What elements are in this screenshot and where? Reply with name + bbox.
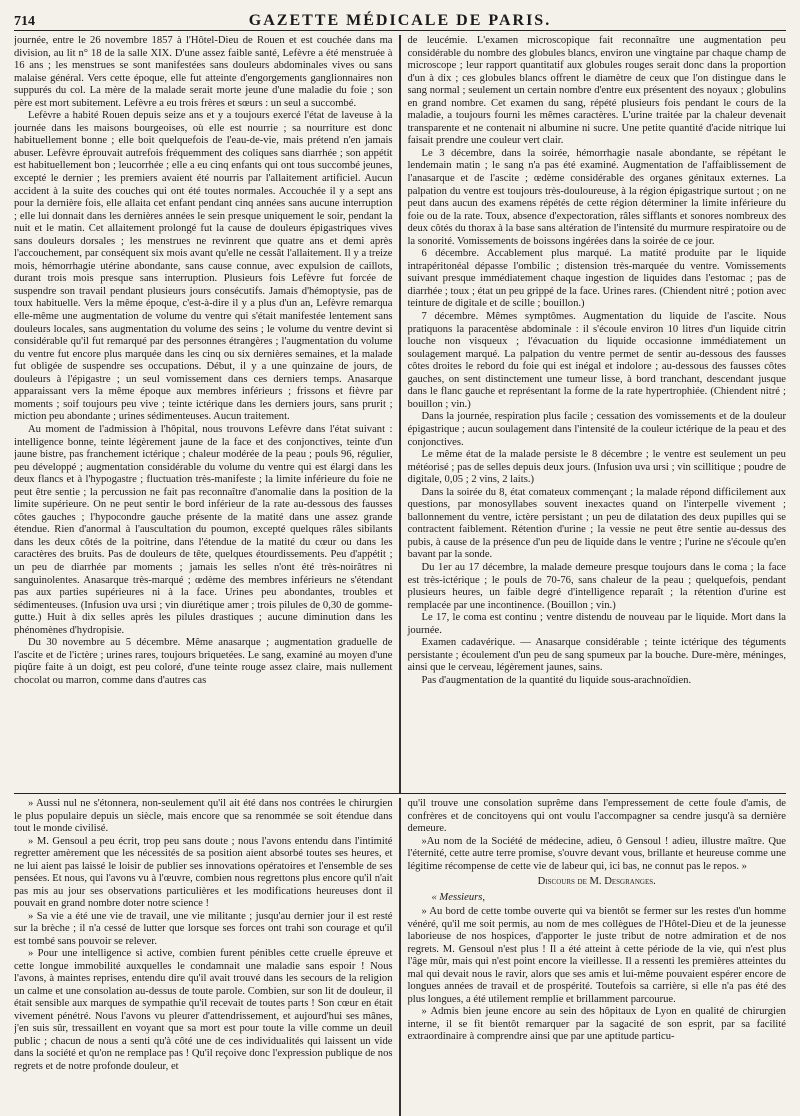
paragraph: Dans la soirée du 8, état comateux commençant ; la malade répond difficilement aux questions, par monosyllabes souvent inexactes quand on l'interpelle vivement ; ballonnement du ventre, ictère persistant ; un peu de dilatation des deux pupilles qui se contractent faiblement. Rétention d'urine ; la vessie ne peut être sentie au-dessus des pubis, à cause de la présence d'un peu de liquide dans le ventre ; l'urine ne s'écoule qu'en bavant par la sonde. (407, 486, 786, 561)
salutation: « Messieurs, (431, 891, 486, 903)
page-number: 714 (14, 14, 35, 29)
paragraph: Du 1er au 17 décembre, la malade demeure presque toujours dans le coma ; la face est très-ictérique ; le pouls de 70-76, sans chaleur de la peau ; quelquefois, pendant plusieurs heures, un faible degré d'intelligence reparaît ; la rétention d'urine est remplacée par une incontinence. (Bouillon ; vin.) (407, 561, 786, 611)
paragraph: Le 17, le coma est continu ; ventre distendu de nouveau par le liquide. Mort dans la journée. (407, 612, 786, 636)
paragraph: » Au bord de cette tombe ouverte qui va bientôt se fermer sur les restes d'un homme vénéré, qu'il me soit permis, au nom de mes collègues de l'Hôtel-Dieu et de la jeunesse laborieuse de nos hospices, d'apporter le juste tribut de notre admiration et de nos regrets. M. Gensoul n'est plus ! Il a été atteint à cette période de la vie, qui n'est plus l'âge mûr, mais qui n'est point encore la vieillesse. Il a ressenti les premières atteintes du mal qui devait nous le ravir, alors que ses amis et lui-même pouvaient espérer encore de longues années de travail et de prospérité. Toutefois sa carrière, si elle n'a pas été des plus longues, a été utilement remplie et brillamment parcourue. (407, 906, 786, 1005)
top-left-column (14, 35, 393, 793)
eulogy-section (14, 798, 786, 1116)
paragraph: » Pour une intelligence si active, combien furent pénibles cette cruelle épreuve et cette longue immobilité auxquelles le condamnait une maladie sans espoir ! Nous l'avons, à maintes reprises, entendu dire qu'il avait trouvé dans les secours de la religion un calme et une consolation au-dessus de toute parole. Combien, sur son lit de douleur, il était sensible aux marques de sympathie qu'il recevait de toutes parts ! Son cœur en était vivement pénétré. Nous l'avons vu pleurer d'attendrissement, et aujourd'hui ses mânes, j'en suis sûr, tressaillent en voyant que sa mort est pour toute la ville comme un deuil public ; chacun de nous a senti qu'à côté une de ces individualités qui laissent un vide dans la société et qu'on ne remplace pas ! Qu'il reçoive donc l'expression publique de nos regrets et de notre profonde douleur, et (14, 948, 393, 1072)
bottom-left-column (14, 798, 393, 1116)
paragraph: Lefèvre a habité Rouen depuis seize ans et y a toujours exercé l'état de laveuse à la journée dans les maisons bourgeoises, où elle est nourrie ; sa nourriture est donc habituellement bonne ; elle boit quelquefois de l'eau-de-vie, mais prétend n'en jamais abuser. Lefèvre éprouvait autrefois fréquemment des coliques sans diarrhée ; son appétit est habituellement bon ; leucorrhée ; elle a eu cinq enfants qui ont tous succombé jeunes, excepté le dernier ; les premiers avaient été nourris par l'allaitement artificiel. Aucun accident à la suite des couches qui ont été toutes normales. Accouchée il y a sept ans pour la dernière fois, elle allaita cet enfant pendant cinq années sans aucune interruption ; elle lui donnait dans les dernières années le sein presque uniquement le soir, pendant la nuit et le matin. Cet allaitement prolongé fut la cause de douleurs épigastriques vives sans douleurs dorsales ; les menstrues ne revinrent que quatre ans et demi après l'accouchement, par conséquent six mois avant qu'elle ne cessât l'allaitement. Il y a treize mois, hémorrhagie utérine abondante, sans cause connue, avec expulsion de caillots, durant trois mois presque sans interruption. Plusieurs fois Lefèvre fut forcée de suspendre son travail pendant plusieurs jours consécutifs. Jamais d'hémoptysie, pas de toux habituelle. Vers la même époque, c'est-à-dire il y a plus d'un an, Lefèvre remarqua elle-même une augmentation de volume du ventre qui s'était manifestée lentement sans douleurs locales, sans augmentation du volume des seins ; le volume du ventre devint si considérable qu'il fut remarqué par des personnes étrangères ; l'augmentation du volume du ventre fut encore plus marquée dans les cinq ou six dernières semaines, et la malade fut obligée de suspendre ses occupations. Début, il y a une quinzaine de jours, de douleurs à l'épigastre ; un seul vomissement dans ces derniers temps. Anasarque apparaissant vers la même époque aux membres inférieurs ; frissons et fièvre par moments ; soif toujours peu vive ; teinte ictérique dans les derniers jours, sans prurit ; miction peu abondante ; urines sédimenteuses. Aucun traitement. (14, 110, 393, 423)
paragraph: qu'il trouve une consolation suprême dans l'empressement de cette foule d'amis, de confrères et de concitoyens qui ont voulu l'accompagner sa cendre jusqu'à sa dernière demeure. (407, 798, 786, 834)
paragraph: » Aussi nul ne s'étonnera, non-seulement qu'il ait été dans nos contrées le chirurgien le plus populaire depuis un siècle, mais encore que sa renommée se soit étendue dans tout le monde civilisé. (14, 798, 393, 834)
paragraph: »Au nom de la Société de médecine, adieu, ô Gensoul ! adieu, illustre maître. Que l'éternité, cette autre terre promise, s'ouvre devant vous, brillante et heureuse comme une légitime récompense de cette vie de labeur qui, ici bas, ne connut pas le repos. » (407, 835, 786, 872)
paragraph: » Sa vie a été une vie de travail, une vie militante ; jusqu'au dernier jour il est resté sur la brèche ; il n'a cessé de lutter que lorsque ses forces ont trahi son courage et qu'il est tombé sans pouvoir se relever. (14, 910, 393, 947)
paragraph: journée, entre le 26 novembre 1857 à l'Hôtel-Dieu de Rouen et est couchée dans ma division, au lit n° 18 de la salle XIX. D'une assez faible santé, Lefèvre a été menstruée à 16 ans ; les menstrues se sont manifestées sans douleurs abdominales vives ou sans malaise général. Vers cette époque, elle fut atteinte d'engorgements ganglionnaires non suppurés du col. La mère de la malade serait morte jeune d'une maladie du foie ; son père est mort subitement. Lefèvre a eu trois frères et sœurs : un seul a succombé. (14, 35, 393, 109)
paragraph: Du 30 novembre au 5 décembre. Même anasarque ; augmentation graduelle de l'ascite et de l'ictère ; urines rares, toujours briquetées. Le sang, examiné au moyen d'une piqûre faite à un doigt, est peu coloré, d'une teinte rouge assez claire, mais nullement chocolat ou marron, comme dans d'autres cas (14, 637, 393, 686)
page-header (14, 0, 786, 31)
paragraph: Examen cadavérique. — Anasarque considérable ; teinte ictérique des téguments persistante ; écoulement d'un peu de sang spumeux par la bouche. Dure-mère, méninges, ainsi que le cerveau, légèrement jaunes, sains. (407, 637, 786, 674)
column-rule (399, 798, 402, 1116)
column-rule (399, 35, 402, 793)
paragraph: » Admis bien jeune encore au sein des hôpitaux de Lyon en qualité de chirurgien interne, il se fit bientôt remarquer par la sagacité de son esprit, par sa facilité extraordinaire à comprendre ainsi que par une aptitude particu- (407, 1006, 786, 1042)
paragraph: Le 3 décembre, dans la soirée, hémorrhagie nasale abondante, se répétant le lendemain matin ; le sang n'a pas été examiné. Augmentation de l'affaiblissement de l'anasarque et de l'ascite ; œdème considérable des organes génitaux externes. La palpation du ventre est toujours très-douloureuse, à la région épigastrique surtout ; on ne peut dans aucun des examens répétés de cette région déterminer la limite inférieure du foie ou de la rate. Toux, absence d'expectoration, râles sifflants et sonores nombreux des deux côtés du thorax à la base sans altération de l'intensité du murmure respiratoire ou de la sonorité. Vomissements de boissons ingérées dans la soirée de ce jour. (407, 147, 786, 247)
section-heading: Discours de M. Desgranges. (537, 876, 656, 887)
paragraph: Dans la journée, respiration plus facile ; cessation des vomissements et de la douleur épigastrique ; aucun soulagement dans l'intensité de la couleur ictérique de la peau et des conjonctives. (407, 411, 786, 448)
paragraph: » M. Gensoul a peu écrit, trop peu sans doute ; nous l'avons entendu dans l'intimité regretter amèrement que les nécessités de sa position aient absorbé toutes ses heures, et ne lui aient pas laissé le loisir de publier ses innovations opératoires et l'ensemble de ses pensées. Et nous, qui l'avons vu à l'œuvre, combien nous regrettons plus encore qu'il n'ait pas mis au jour ses observations particulières et les modifications heureuses dont il pouvait en grand nombre doter notre science ! (14, 835, 393, 909)
paragraph: de leucémie. L'examen microscopique fait reconnaître une augmentation peu considérable du nombre des globules blancs, environ une vingtaine par chaque champ de microscope ; leur rapport quantitatif aux globules rouges serait donc dans la proportion d'un à dix ; ces globules blancs offrent le diamètre de ceux que l'on distingue dans le sang normal ; seulement un certain nombre d'entre eux présentent des noyaux ; globulins en grand nombre. Cet examen du sang, répété plusieurs fois pendant le cours de la maladie, a toujours fourni les mêmes caractères. L'urine traitée par la chaleur devenait transparente et ne contenait ni albumine ni sucre. Une petite quantité d'acide nitrique lui faisait prendre une couleur vert clair. (407, 35, 786, 147)
running-head: GAZETTE MÉDICALE DE PARIS. (248, 12, 552, 29)
case-report-section (14, 35, 786, 794)
paragraph: 7 décembre. Mêmes symptômes. Augmentation du liquide de l'ascite. Nous pratiquons la paracentèse abdominale : il s'écoule environ 10 litres d'un liquide citrin louche non visqueux ; l'évacuation du liquide occasionne immédiatement un soulagement marqué. La palpation du ventre permet de sentir au-dessous des fausses côtes droites le rebord du foie qui est inégal et indolore ; au-dessous des fausses côtes gauches, on sent distinctement une tumeur lisse, à bord tranchant, descendant jusque dans le flanc gauche et représentant la forme de la rate hypertrophiée. (Chiendent nitré ; bouillon ; vin.) (407, 311, 786, 410)
bottom-right-column (407, 798, 786, 1116)
top-right-column (407, 35, 786, 793)
paragraph: Au moment de l'admission à l'hôpital, nous trouvons Lefèvre dans l'état suivant : intelligence bonne, teinte légèrement jaune de la face et des conjonctives, teinte d'un jaune bistre, pas franchement ictérique ; chaleur modérée de la peau ; pouls 96, régulier, peu développé ; augmentation considérable du volume du ventre qui est élargi dans les deux flancs et à l'hypogastre ; fluctuation très-manifeste ; la limite inférieure du foie ne peut être sentie ; la percussion ne fait pas reconnaître d'anomalie dans la position de la limite supérieure. On ne peut sentir le bord inférieur de la rate au-dessous des fausses côtes gauches ; l'hypocondre gauche présente de la matité dans une assez grande étendue. Rien d'anormal à l'auscultation du poumon, excepté quelques râles sibilants dans les deux côtés de la poitrine, dans l'étendue de la matité du cœur ou dans les caractères des bruits. Pas de douleurs de tête, quelques étourdissements. Peu d'appétit ; un peu de diarrhée par moments ; jamais les selles n'ont été très-noirâtres ni sanguinolentes. Anasarque très-marqué ; œdème des membres inférieurs ne s'étendant pas aux parties supérieures ni à la face. Urines peu abondantes, troubles et sédimenteuses. (Infusion uva ursi ; vin diurétique amer ; trois pilules de 0,30 de gomme-gutte.) Huit à dix selles après les pilules drastiques ; aucune diminution dans les phénomènes d'hydropisie. (14, 423, 393, 636)
paragraph: Le même état de la malade persiste le 8 décembre ; le ventre est seulement un peu météorisé ; pas de selles depuis deux jours. (Infusion uva ursi ; vin scillitique ; poudre de digitale, 0,05 ; 2 vins, 2 laits.) (407, 449, 786, 486)
paragraph: 6 décembre. Accablement plus marqué. La matité produite par le liquide intrapéritonéal dépasse l'ombilic ; distension très-marquée du ventre. Vomissements suivant presque immédiatement chaque ingestion de liquides dans l'estomac ; pas de diarrhée ; toux ; état un peu grippé de la face. Urines rares. (Chiendent nitré ; potion avec teinture de digitale et de scille ; bouillon.) (407, 248, 786, 310)
paragraph: Pas d'augmentation de la quantité du liquide sous-arachnoïdien. (421, 674, 692, 686)
